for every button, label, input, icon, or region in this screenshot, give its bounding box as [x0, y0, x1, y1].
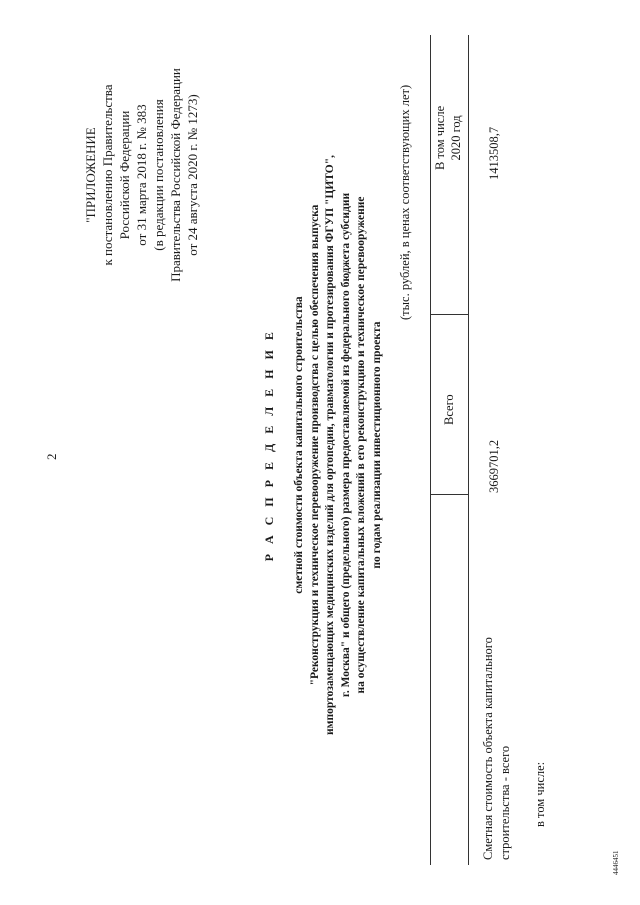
- header-year-2020: 2020 год: [449, 115, 463, 161]
- row-label-line: строительства - всего: [498, 745, 512, 860]
- table-cell-2020: 1413508,7: [487, 126, 501, 180]
- header-including-label: В том числе: [433, 105, 447, 170]
- row-label-line: Сметная стоимость объекта капитального: [481, 637, 495, 860]
- table-cell-total: 3669701,2: [487, 439, 501, 493]
- document-title: Р А С П Р Е Д Е Л Е Н И Е: [262, 328, 276, 562]
- appendix-line: Российской Федерации: [117, 110, 132, 240]
- table-header-divider: [430, 494, 468, 495]
- appendix-line: от 31 марта 2018 г. № 383: [134, 104, 149, 246]
- header-total: Всего: [442, 394, 456, 425]
- table-header-bottom-border: [468, 35, 469, 865]
- table-row-label: [480, 637, 514, 860]
- page-number: 2: [44, 453, 59, 460]
- subtitle-line: импортозамещающих медицинских изделий для ортопедии, травматологии и протезирования ФГУП "ЦИТО",: [324, 154, 336, 736]
- appendix-line: к постановлению Правительства: [100, 84, 115, 266]
- document-footnote-code: 4446451: [612, 850, 620, 875]
- subtitle-line: на осуществление капитальных вложений в его реконструкцию и техническое перевооружение: [355, 196, 367, 694]
- including-label: в том числе:: [533, 761, 547, 827]
- header-including: [432, 106, 464, 170]
- appendix-block: [82, 45, 201, 305]
- appendix-line: от 24 августа 2020 г. № 1273): [185, 94, 200, 256]
- appendix-line: (в редакции постановления: [151, 99, 166, 251]
- table-top-border: [430, 35, 431, 865]
- subtitle-line: г. Москва" и общего (предельного) размера предоставляемой из федерального бюджета субсидии: [339, 192, 352, 698]
- appendix-line: "ПРИЛОЖЕНИЕ: [83, 127, 98, 223]
- subtitle-line: "Реконструкция и техническое перевооружение производства с целью обеспечения выпуска: [308, 204, 321, 686]
- subtitle-line: сметной стоимости объекта капитального строительства: [293, 296, 305, 594]
- units-note: (тыс. рублей, в ценах соответствующих лет): [398, 84, 412, 320]
- table-header-divider: [430, 314, 468, 315]
- document-subtitle: [292, 105, 385, 785]
- appendix-line: Правительства Российской Федерации: [168, 68, 183, 282]
- subtitle-line: по годам реализации инвестиционного проекта: [370, 321, 383, 569]
